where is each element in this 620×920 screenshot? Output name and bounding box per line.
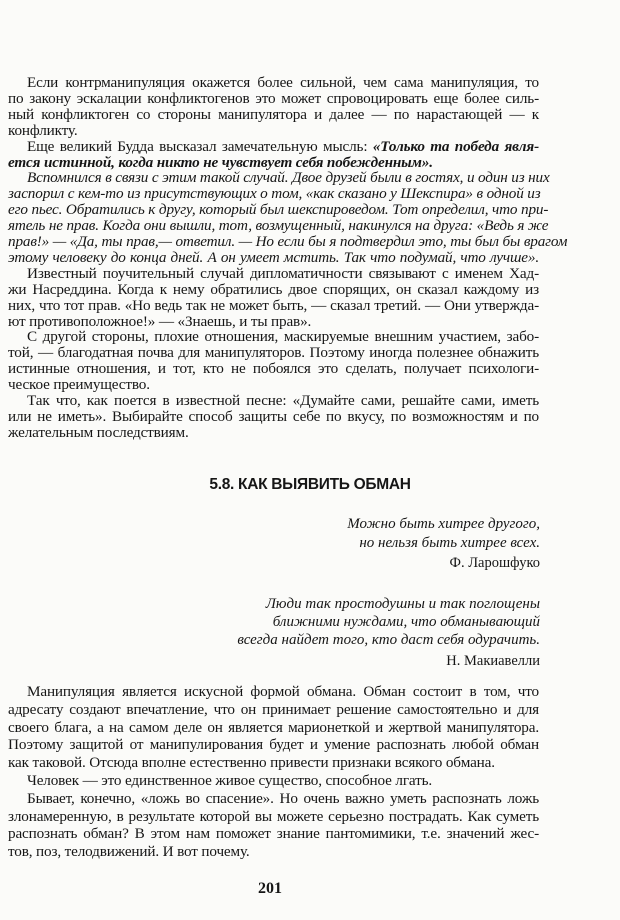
text-span: Бывает, конечно, «ложь во спасение». Но очень важно уметь распознать ложь [27, 789, 539, 807]
text-span: ятель не прав. Когда они вышли, тот, возмущенный, накинулся на друга: «Ведь я же [8, 217, 549, 235]
text-line [27, 139, 539, 155]
epigraph-line: ближними нуждами, что обманывающий [272, 614, 540, 630]
text-span: злонамеренную, в результате которой вы можете серьезно пострадать. Как суметь [8, 807, 539, 825]
epigraph-author: Н. Макиавелли [446, 653, 540, 669]
text-span: тов, поз, телодвижений. И вот почему. [8, 843, 250, 861]
text-line [8, 314, 539, 330]
text-line [27, 329, 539, 345]
text-span: С другой стороны, плохие отношения, маскируемые внешним участием, забо- [27, 328, 539, 346]
text-span: по закону эскалации конфликтогенов это может спровоцировать еще более силь- [8, 89, 539, 107]
text-span: них, что тот прав. «Но ведь так не может быть, — сказал третий. — Они утвержда- [8, 296, 539, 314]
text-span: ется истинной, когда никто не чувствует себя побежденным». [8, 153, 433, 171]
text-line [8, 250, 539, 266]
text-line [27, 75, 539, 91]
text-span: ют противоположное!» — «Знаешь, и ты прав». [8, 312, 312, 330]
text-line [8, 123, 539, 139]
text-line [8, 201, 549, 219]
text-line [8, 361, 539, 377]
text-span: конфликту. [8, 121, 78, 139]
text-span: той, — благодатная почва для манипуляторов. Поэтому иногда полезнее обнажить [8, 344, 539, 362]
text-line [8, 91, 539, 107]
text-line [27, 684, 539, 700]
text-line [8, 298, 539, 314]
text-span: этому человеку до конца дней. А он умеет мстить. Так что подумай, что лучше». [8, 248, 539, 266]
quote-span: «Только та победа явля- [372, 137, 539, 155]
text-span: прав!» — «Да, ты прав,— ответил. — Но если бы я подтвердил это, ты был бы врагом [8, 233, 568, 250]
text-line [8, 720, 539, 736]
text-span: желательным последствиям. [8, 423, 189, 441]
text-line [8, 702, 539, 718]
text-span: Если контрманипуляция окажется более сильной, чем сама манипуляция, то [27, 74, 539, 91]
text-line [27, 393, 539, 409]
text-line [8, 809, 539, 825]
text-line [8, 844, 539, 860]
text-line [8, 737, 539, 753]
text-span: Манипуляция является искусной формой обмана. Обман состоит в том, что [27, 683, 539, 700]
text-line [8, 345, 539, 361]
text-span: как таковой. Отсюда вполне естественно привести признаки всякого обмана. [8, 754, 495, 772]
text-line [27, 773, 539, 789]
section-heading: 5.8. КАК ВЫЯВИТЬ ОБМАН [209, 476, 411, 493]
epigraph-line: всегда найдет того, кто даст себя одурачить. [237, 632, 540, 648]
text-line [8, 217, 549, 235]
epigraph-line: Люди так простодушны и так поглощены [265, 596, 540, 612]
text-line [8, 186, 539, 202]
text-line [27, 169, 550, 187]
epigraph-author: Ф. Ларошфуко [449, 555, 540, 571]
text-line [8, 755, 539, 771]
text-span: своего блага, а на самом деле он является марионеткой и жертвой манипулятора. [8, 718, 539, 736]
text-line [8, 826, 539, 842]
text-line [8, 233, 568, 250]
text-span: истинные отношения, и тот, кто не побоялся это сделать, получает психологи- [8, 360, 539, 378]
text-span: ный конфликтоген со стороны манипулятора и далее — по нарастающей — к [8, 105, 539, 123]
text-span: или не иметь». Выбирайте способ защиты себе по вкусу, по возможностям и по [8, 407, 539, 425]
text-span: заспорил с кем-то из присутствующих о том, «как сказано у Шекспира» в одной из [8, 185, 541, 203]
text-line [8, 425, 539, 441]
text-span: ческое преимущество. [8, 376, 150, 394]
text-span: Вспомнился в связи с этим такой случай. Двое друзей были в гостях, и один из них [27, 169, 550, 187]
page-number: 201 [258, 880, 282, 897]
epigraph-line: Можно быть хитрее другого, [347, 516, 540, 532]
text-span: Так что, как поется в известной песне: «Думайте сами, решайте сами, иметь [27, 392, 539, 409]
text-span: его пьес. Обратились к другу, который был шекспироведом. Тот определил, что при- [8, 201, 549, 219]
epigraph-line: но нельзя быть хитрее всех. [359, 535, 540, 551]
text-span: распознать обман? В этом нам поможет знание пантомимики, т.е. значений жес- [8, 825, 539, 843]
text-span: Еще великий Будда высказал замечательную мысль: [27, 137, 373, 155]
text-line [8, 282, 539, 298]
text-span: жи Насреддина. Когда к нему обратились двое спорящих, он сказал каждому из [8, 280, 539, 298]
text-span: Известный поучительный случай дипломатичности связывают с именем Хад- [27, 264, 539, 282]
text-line [8, 155, 539, 171]
text-span: Поэтому защитой от манипулирования будет и умение распознать любой обман [8, 736, 539, 754]
text-span: Человек — это единственное живое существо, способное лгать. [27, 772, 433, 789]
text-line [8, 409, 539, 425]
text-line [27, 791, 539, 807]
text-line [27, 266, 539, 282]
text-line [8, 377, 539, 393]
text-line [8, 107, 539, 123]
text-span: адресату создают впечатление, что он принимает решение самостоятельно и для [8, 700, 539, 718]
